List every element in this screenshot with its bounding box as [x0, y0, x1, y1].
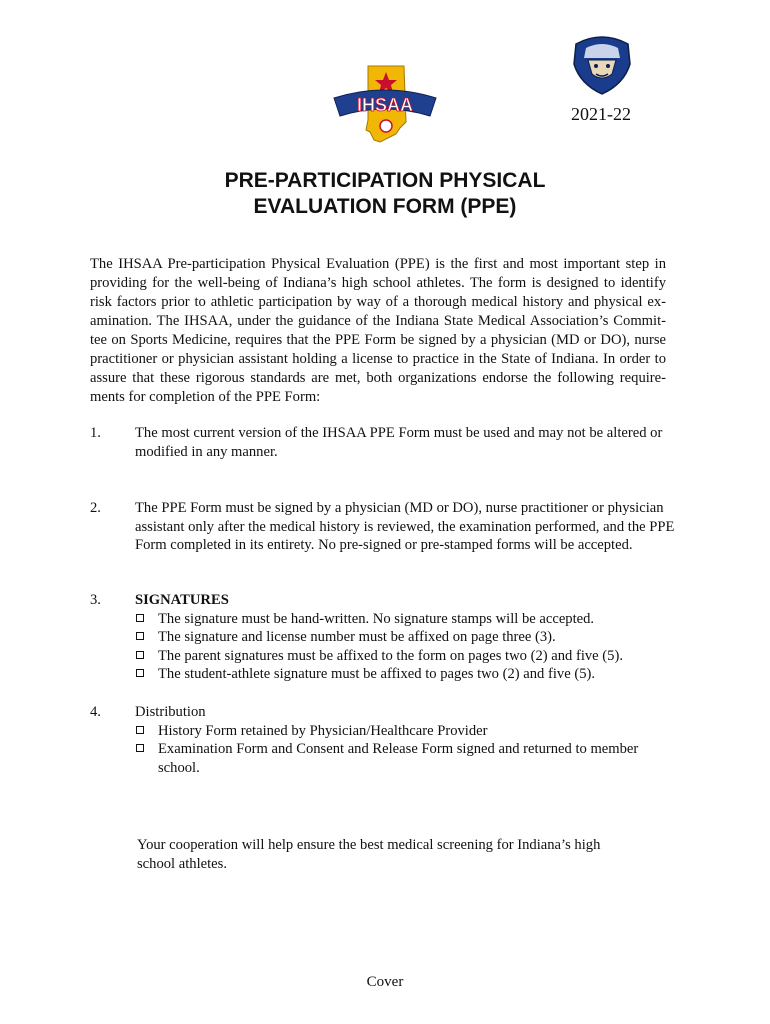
mascot-logo — [566, 34, 638, 96]
checkbox-bullet-icon — [136, 651, 144, 659]
closing-paragraph: Your cooperation will help ensure the best medical screening for Indiana’s high school athletes. — [137, 837, 601, 872]
bullet-list — [135, 722, 675, 778]
checkbox-bullet-icon — [136, 726, 144, 734]
checkbox-bullet-icon — [136, 744, 144, 752]
item-heading: SIGNATURES — [135, 592, 229, 608]
list-item: The parent signatures must be affixed to the form on pages two (2) and five (5). — [135, 647, 675, 666]
list-item: The student-athlete signature must be affixed to pages two (2) and five (5). — [135, 665, 675, 684]
item-number: 3. — [90, 592, 101, 608]
page-footer: Cover — [366, 974, 404, 990]
item-text: The most current version of the IHSAA PPE Form must be used and may not be altered or modified in any manner. — [135, 425, 663, 460]
checkbox-bullet-icon — [136, 669, 144, 677]
item-heading: Distribution — [135, 704, 206, 720]
school-year: 2021-22 — [571, 104, 631, 124]
intro-paragraph: The IHSAA Pre-participation Physical Evaluation (PPE) is the first and most important step in providing for the well-being of Indiana’s high school athletes. The form is designed to identify risk factors prior to athletic participation by way of a thorough medical history and physical ex-amination. The IHSAA, under the guidance of the Indiana State Medical Association’s Commit-tee on Sports Medicine, requires that the PPE Form be signed by a physician (MD or DO), nurse practitioner or physician assistant holding a license to practice in the State of Indiana. In order to assure that these rigorous standards are met, both organizations endorse the following require-ments for completion of the PPE Form: — [90, 256, 666, 405]
item-text: The PPE Form must be signed by a physician (MD or DO), nurse practitioner or physician assistant only after the medical history is reviewed, the examination performed, and the PPE Form completed in its entirety. No pre-signed or pre-stamped forms will be accepted. — [135, 500, 675, 553]
bullet-list — [135, 610, 675, 684]
checkbox-bullet-icon — [136, 632, 144, 640]
list-item: Examination Form and Consent and Release Form signed and returned to member school. — [135, 740, 675, 777]
ihsaa-logo-text: IHSAA — [356, 95, 414, 115]
title-line-2: EVALUATION FORM (PPE) — [253, 195, 517, 218]
ihsaa-logo — [330, 62, 440, 146]
list-item: The signature must be hand-written. No signature stamps will be accepted. — [135, 610, 675, 629]
item-number: 2. — [90, 500, 101, 516]
checkbox-bullet-icon — [136, 614, 144, 622]
page-title — [0, 168, 770, 220]
item-number: 4. — [90, 704, 101, 720]
list-item: History Form retained by Physician/Healthcare Provider — [135, 722, 675, 741]
list-item: The signature and license number must be affixed on page three (3). — [135, 628, 675, 647]
item-number: 1. — [90, 425, 101, 441]
title-line-1: PRE-PARTICIPATION PHYSICAL — [224, 169, 546, 192]
